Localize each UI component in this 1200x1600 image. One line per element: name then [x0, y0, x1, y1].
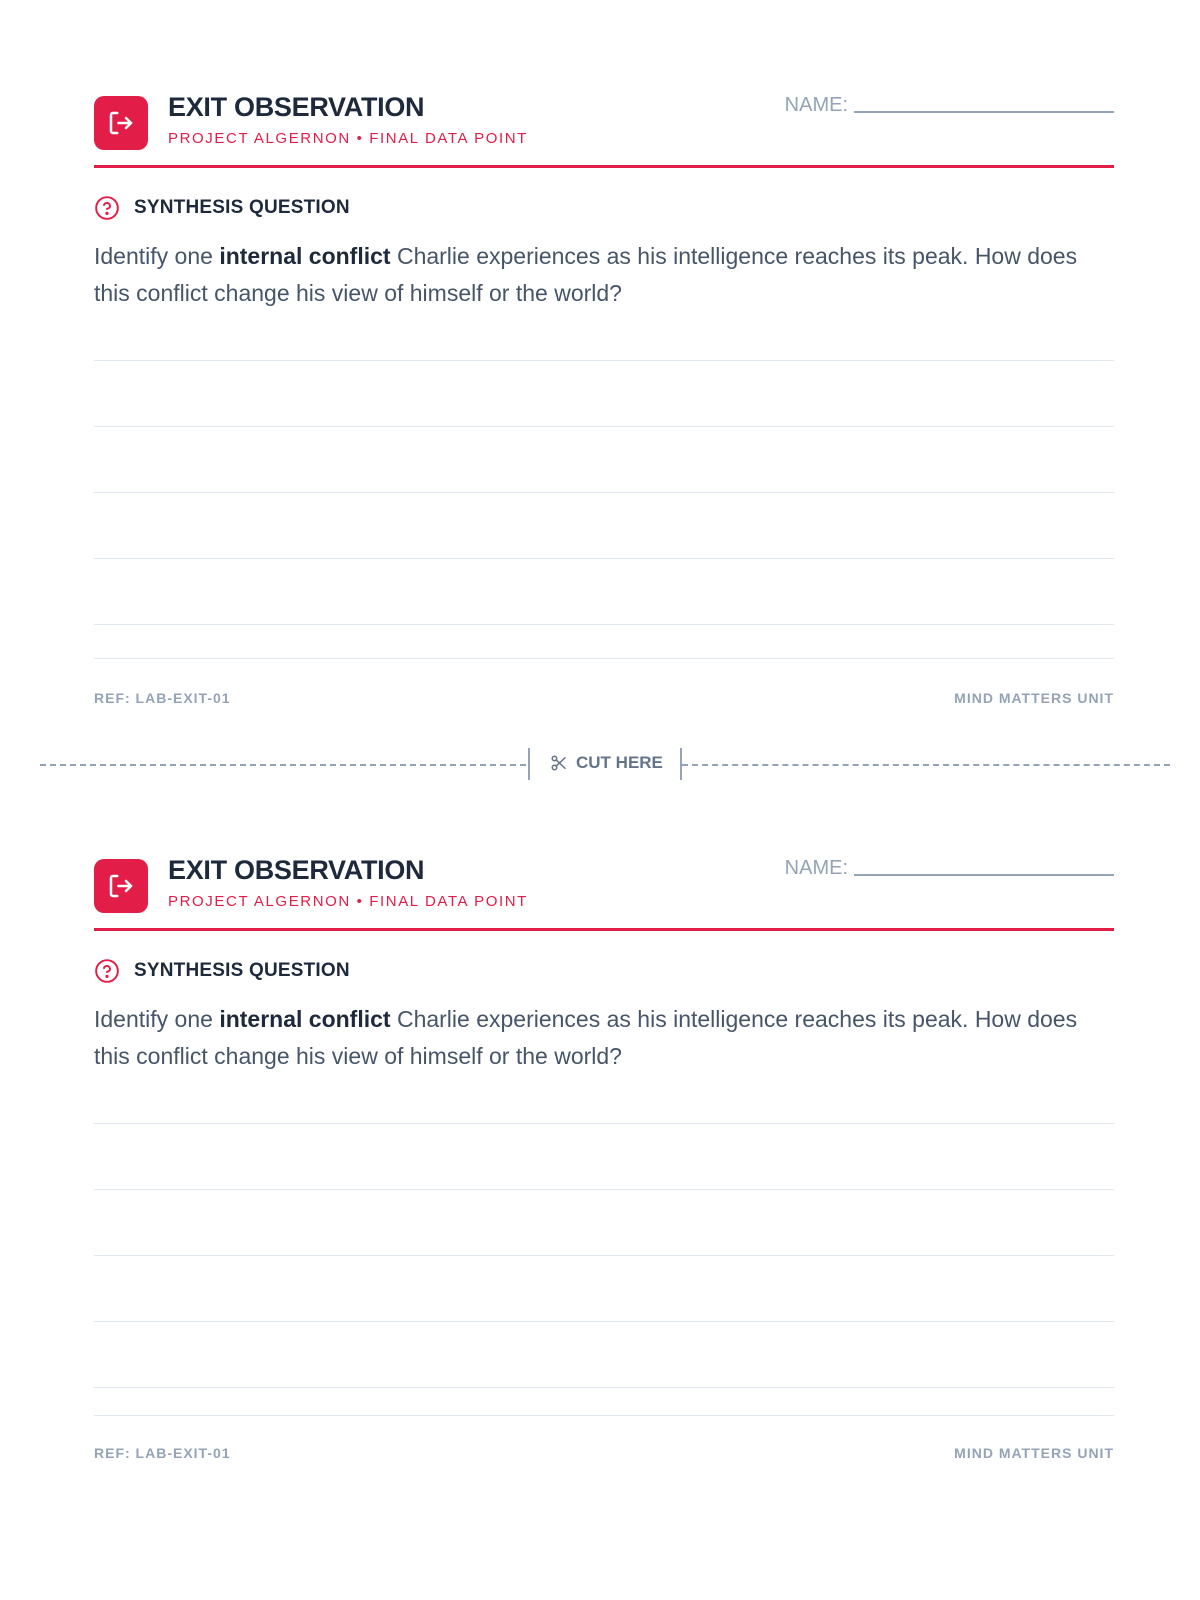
question-emphasis: internal conflict [219, 243, 391, 269]
name-blank-line[interactable] [854, 874, 1114, 876]
card-header [94, 90, 1114, 168]
card-title: EXIT OBSERVATION [168, 855, 425, 885]
section-title: SYNTHESIS QUESTION [134, 960, 350, 981]
card-header [94, 853, 1114, 931]
answer-line[interactable] [94, 1123, 1114, 1124]
section-heading [94, 958, 350, 984]
section-heading [94, 195, 350, 221]
question-text [94, 238, 1114, 312]
answer-line[interactable] [94, 1189, 1114, 1190]
question-text [94, 1001, 1114, 1075]
name-label: NAME: [784, 857, 848, 879]
scissors-icon [550, 754, 568, 772]
question-text-end: Charlie experiences as his intelligence reaches its peak. How does this conflict change his view of himself or the world? [94, 1006, 1078, 1069]
question-text-start: Identify one [94, 243, 220, 269]
name-field[interactable] [785, 857, 1114, 880]
question-circle-icon [94, 958, 120, 984]
reference-code: REF: LAB-EXIT-01 [94, 690, 231, 706]
exit-ticket-card-top [94, 90, 1114, 750]
unit-name: MIND MATTERS UNIT [954, 690, 1114, 706]
exit-icon [94, 96, 148, 150]
card-subtitle: PROJECT ALGERNON • FINAL DATA POINT [168, 130, 528, 147]
footer-divider [94, 658, 1114, 659]
answer-line[interactable] [94, 1255, 1114, 1256]
unit-name: MIND MATTERS UNIT [954, 1445, 1114, 1461]
exit-ticket-card-bottom [94, 853, 1114, 1513]
answer-line[interactable] [94, 1387, 1114, 1388]
exit-icon [94, 859, 148, 913]
answer-line[interactable] [94, 558, 1114, 559]
question-text-end: Charlie experiences as his intelligence reaches its peak. How does this conflict change his view of himself or the world? [94, 243, 1078, 306]
cut-here-text: CUT HERE [576, 753, 663, 772]
dashed-line-left [40, 764, 526, 766]
dashed-line-right [682, 764, 1170, 766]
card-title: EXIT OBSERVATION [168, 92, 425, 122]
answer-line[interactable] [94, 1321, 1114, 1322]
answer-line[interactable] [94, 426, 1114, 427]
reference-code: REF: LAB-EXIT-01 [94, 1445, 231, 1461]
footer-divider [94, 1415, 1114, 1416]
section-title: SYNTHESIS QUESTION [134, 197, 350, 218]
question-circle-icon [94, 195, 120, 221]
answer-line[interactable] [94, 624, 1114, 625]
cut-here-label [550, 753, 663, 773]
answer-line[interactable] [94, 360, 1114, 361]
cut-line [40, 748, 1170, 782]
question-emphasis: internal conflict [219, 1006, 391, 1032]
cut-bracket-left [528, 748, 530, 780]
name-field[interactable] [785, 94, 1114, 117]
answer-line[interactable] [94, 492, 1114, 493]
name-label: NAME: [784, 94, 848, 116]
question-text-start: Identify one [94, 1006, 220, 1032]
card-subtitle: PROJECT ALGERNON • FINAL DATA POINT [168, 893, 528, 910]
name-blank-line[interactable] [854, 111, 1114, 113]
